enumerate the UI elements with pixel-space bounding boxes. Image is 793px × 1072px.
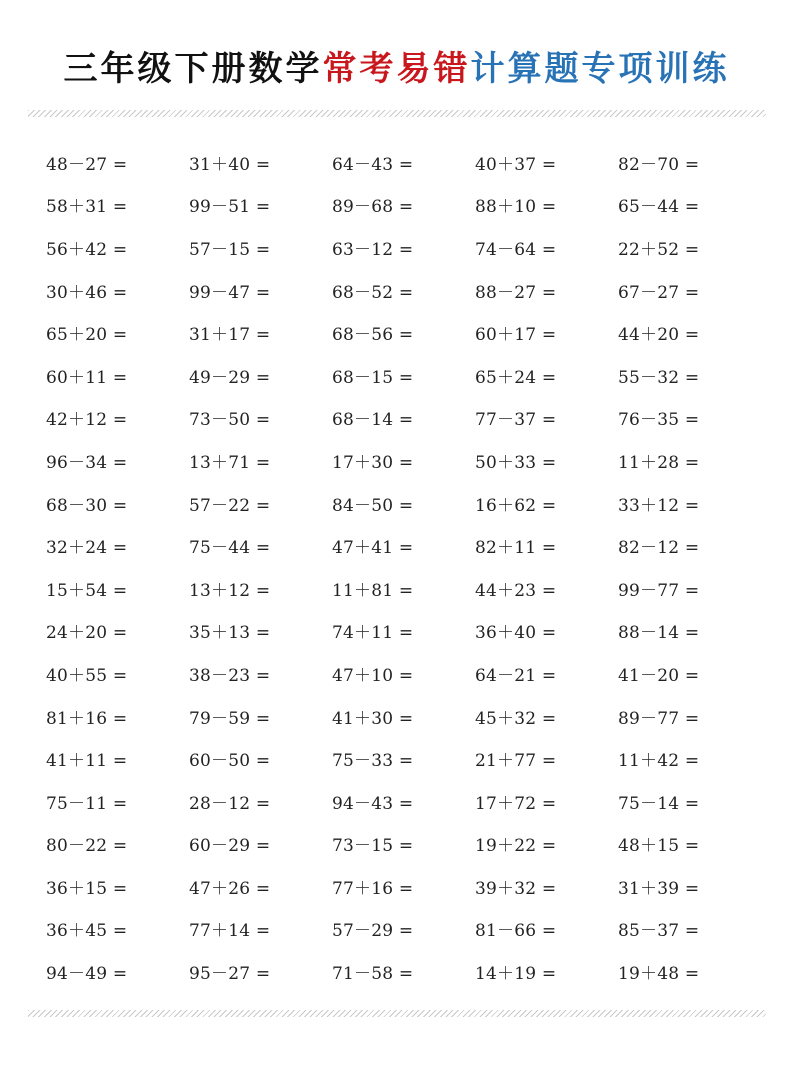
problem-item: 81－66 =	[475, 921, 557, 942]
problem-item: 94－43 =	[332, 793, 414, 814]
problem-item: 17＋72 =	[475, 793, 557, 814]
problem-item: 99－47 =	[189, 282, 271, 303]
problem-item: 31＋40 =	[189, 154, 271, 175]
problem-item: 22＋52 =	[618, 239, 700, 260]
problem-item: 42＋12 =	[46, 410, 128, 431]
problem-item: 60＋11 =	[46, 367, 128, 388]
problem-item: 35＋13 =	[189, 623, 271, 644]
problem-item: 67－27 =	[618, 282, 700, 303]
problem-item: 36＋40 =	[475, 623, 557, 644]
problem-row	[46, 780, 766, 823]
problem-item: 47＋41 =	[332, 538, 414, 559]
problem-item: 44＋23 =	[475, 580, 557, 601]
problem-item: 39＋32 =	[475, 878, 557, 899]
problem-item: 88－27 =	[475, 282, 557, 303]
problem-item: 40＋55 =	[46, 665, 128, 686]
problem-row	[46, 865, 766, 908]
problem-item: 71－58 =	[332, 964, 414, 985]
problem-grid	[46, 141, 766, 993]
problem-item: 77－37 =	[475, 410, 557, 431]
problem-item: 88－14 =	[618, 623, 700, 644]
problem-row	[46, 226, 766, 269]
problem-item: 99－51 =	[189, 197, 271, 218]
problem-item: 68－52 =	[332, 282, 414, 303]
problem-item: 41＋30 =	[332, 708, 414, 729]
top-divider	[28, 110, 766, 117]
problem-item: 80－22 =	[46, 836, 128, 857]
problem-item: 47＋26 =	[189, 878, 271, 899]
problem-item: 65＋24 =	[475, 367, 557, 388]
problem-item: 73－15 =	[332, 836, 414, 857]
title-part-grade: 三年级下册数学	[63, 49, 323, 89]
title-part-error-prone: 常考易错	[322, 49, 471, 89]
problem-row	[46, 524, 766, 567]
problem-item: 63－12 =	[332, 239, 414, 260]
problem-item: 31＋39 =	[618, 878, 700, 899]
problem-item: 77＋16 =	[332, 878, 414, 899]
problem-item: 40＋37 =	[475, 154, 557, 175]
problem-item: 56＋42 =	[46, 239, 128, 260]
problem-item: 14＋19 =	[475, 964, 557, 985]
problem-item: 55－32 =	[618, 367, 700, 388]
problem-item: 89－77 =	[618, 708, 700, 729]
problem-item: 68－30 =	[46, 495, 128, 516]
problem-item: 75－14 =	[618, 793, 700, 814]
problem-item: 94－49 =	[46, 964, 128, 985]
problem-item: 75－11 =	[46, 793, 128, 814]
problem-item: 21＋77 =	[475, 751, 557, 772]
bottom-divider	[28, 1010, 766, 1017]
problem-item: 96－34 =	[46, 452, 128, 473]
problem-item: 31＋17 =	[189, 325, 271, 346]
problem-row	[46, 311, 766, 354]
problem-item: 17＋30 =	[332, 452, 414, 473]
problem-item: 47＋10 =	[332, 665, 414, 686]
problem-item: 57－22 =	[189, 495, 271, 516]
problem-item: 73－50 =	[189, 410, 271, 431]
problem-row	[46, 184, 766, 227]
problem-item: 30＋46 =	[46, 282, 128, 303]
problem-row	[46, 737, 766, 780]
problem-item: 48－27 =	[46, 154, 128, 175]
problem-row	[46, 823, 766, 866]
problem-item: 95－27 =	[189, 964, 271, 985]
problem-item: 89－68 =	[332, 197, 414, 218]
problem-item: 36＋45 =	[46, 921, 128, 942]
problem-item: 33＋12 =	[618, 495, 700, 516]
problem-item: 50＋33 =	[475, 452, 557, 473]
problem-row	[46, 354, 766, 397]
problem-item: 49－29 =	[189, 367, 271, 388]
problem-item: 68－56 =	[332, 325, 414, 346]
problem-item: 28－12 =	[189, 793, 271, 814]
problem-row	[46, 950, 766, 993]
problem-item: 13＋71 =	[189, 452, 271, 473]
problem-item: 68－14 =	[332, 410, 414, 431]
problem-row	[46, 269, 766, 312]
problem-item: 11＋81 =	[332, 580, 414, 601]
problem-item: 45＋32 =	[475, 708, 557, 729]
problem-item: 57－15 =	[189, 239, 271, 260]
problem-item: 64－43 =	[332, 154, 414, 175]
problem-row	[46, 610, 766, 653]
problem-item: 38－23 =	[189, 665, 271, 686]
problem-item: 32＋24 =	[46, 538, 128, 559]
problem-item: 16＋62 =	[475, 495, 557, 516]
problem-item: 81＋16 =	[46, 708, 128, 729]
problem-item: 85－37 =	[618, 921, 700, 942]
problem-row	[46, 652, 766, 695]
problem-row	[46, 141, 766, 184]
problem-item: 99－77 =	[618, 580, 700, 601]
problem-item: 79－59 =	[189, 708, 271, 729]
problem-item: 19＋48 =	[618, 964, 700, 985]
problem-item: 84－50 =	[332, 495, 414, 516]
problem-item: 57－29 =	[332, 921, 414, 942]
problem-row	[46, 439, 766, 482]
problem-item: 48＋15 =	[618, 836, 700, 857]
problem-item: 74－64 =	[475, 239, 557, 260]
problem-item: 75－44 =	[189, 538, 271, 559]
problem-item: 82－70 =	[618, 154, 700, 175]
problem-item: 64－21 =	[475, 665, 557, 686]
problem-item: 36＋15 =	[46, 878, 128, 899]
page-title	[0, 44, 793, 94]
problem-row	[46, 695, 766, 738]
problem-item: 65＋20 =	[46, 325, 128, 346]
problem-item: 41＋11 =	[46, 751, 128, 772]
problem-item: 77＋14 =	[189, 921, 271, 942]
problem-item: 65－44 =	[618, 197, 700, 218]
problem-row	[46, 397, 766, 440]
problem-item: 15＋54 =	[46, 580, 128, 601]
problem-row	[46, 567, 766, 610]
problem-item: 76－35 =	[618, 410, 700, 431]
problem-row	[46, 482, 766, 525]
problem-item: 74＋11 =	[332, 623, 414, 644]
problem-item: 44＋20 =	[618, 325, 700, 346]
problem-item: 58＋31 =	[46, 197, 128, 218]
problem-item: 82＋11 =	[475, 538, 557, 559]
problem-item: 60－50 =	[189, 751, 271, 772]
problem-item: 24＋20 =	[46, 623, 128, 644]
problem-item: 68－15 =	[332, 367, 414, 388]
title-part-training: 计算题专项训练	[470, 49, 730, 89]
problem-item: 82－12 =	[618, 538, 700, 559]
problem-item: 88＋10 =	[475, 197, 557, 218]
problem-row	[46, 908, 766, 951]
problem-item: 60＋17 =	[475, 325, 557, 346]
problem-item: 75－33 =	[332, 751, 414, 772]
problem-item: 41－20 =	[618, 665, 700, 686]
problem-item: 60－29 =	[189, 836, 271, 857]
problem-item: 11＋28 =	[618, 452, 700, 473]
problem-item: 13＋12 =	[189, 580, 271, 601]
problem-item: 11＋42 =	[618, 751, 700, 772]
problem-item: 19＋22 =	[475, 836, 557, 857]
